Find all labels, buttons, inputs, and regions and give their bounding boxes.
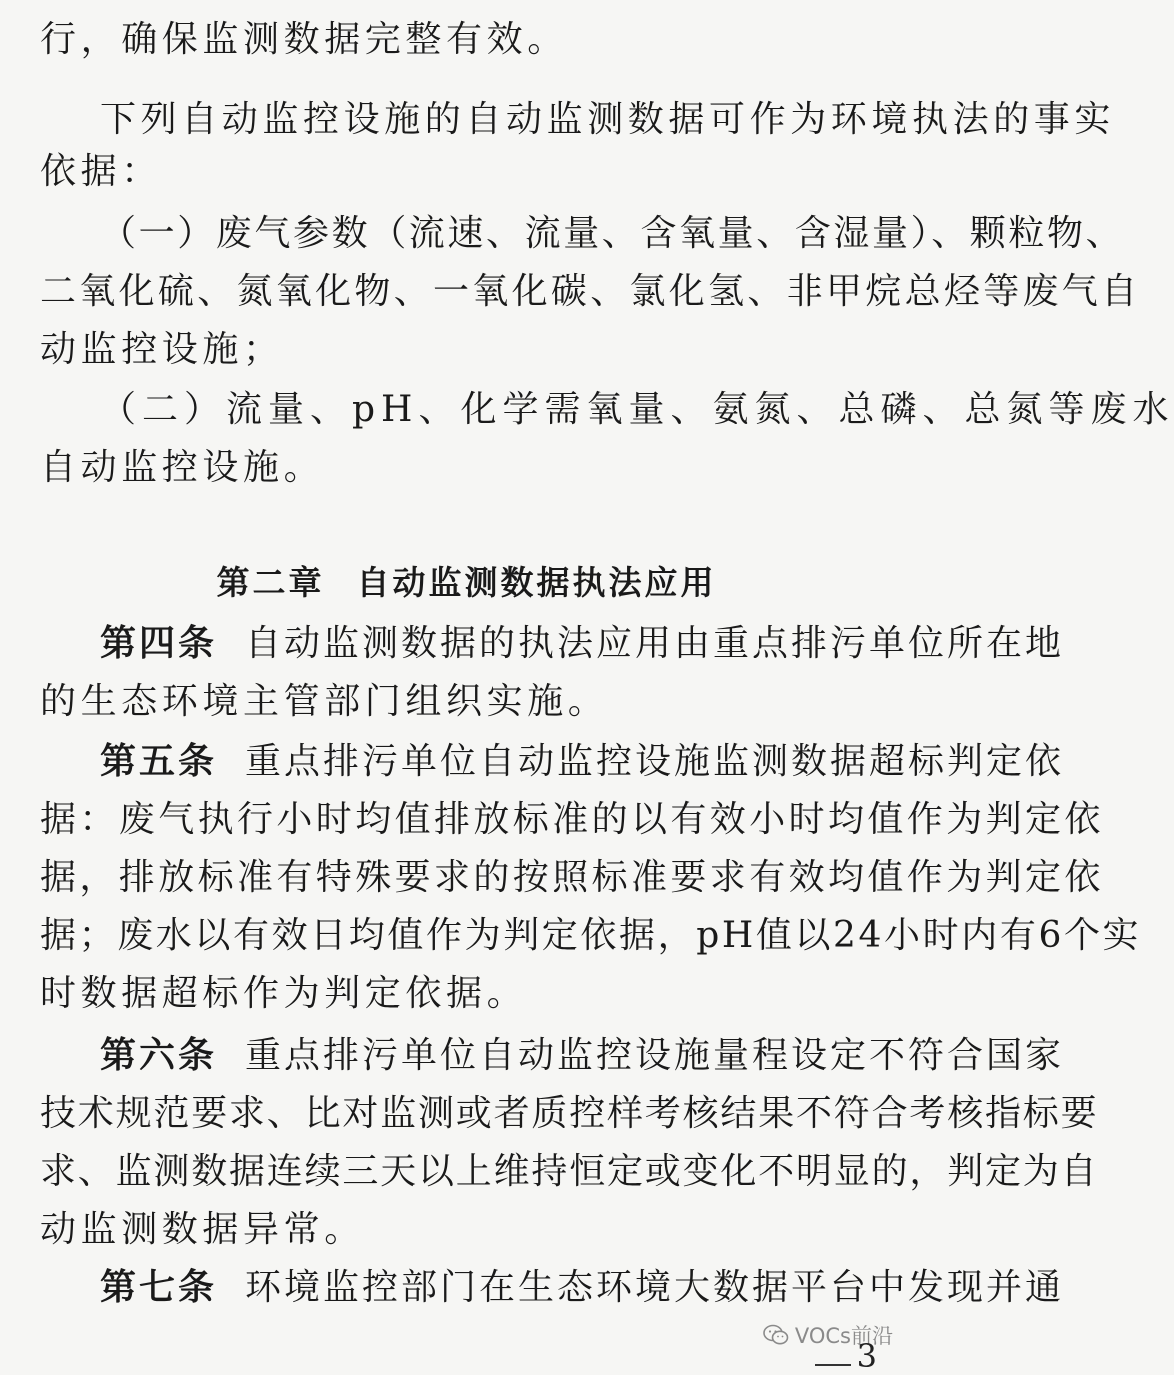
body-line: 自动监控设施。 (40, 447, 325, 488)
article-4-heading: 第四条 (100, 623, 218, 664)
wechat-icon (763, 1324, 789, 1346)
article-5-line: 据：废气执行小时均值排放标准的以有效小时均值作为判定依 (40, 799, 1104, 840)
article-5-line (100, 740, 1065, 784)
body-line: （二）流量、pH、化学需氧量、氨氮、总磷、总氮等废水 (100, 389, 1174, 430)
article-7-line (100, 1266, 1065, 1310)
article-4-text: 自动监测数据的执法应用由重点排污单位所在地 (245, 623, 1065, 664)
article-5-line: 时数据超标作为判定依据。 (40, 973, 528, 1014)
body-line: 二氧化硫、氮氧化物、一氧化碳、氯化氢、非甲烷总烃等废气自 (40, 271, 1141, 312)
article-5-line: 据，排放标准有特殊要求的按照标准要求有效均值作为判定依 (40, 857, 1104, 898)
body-line: 动监控设施； (40, 329, 284, 370)
article-5-line: 据；废水以有效日均值作为判定依据，pH值以24小时内有6个实 (40, 915, 1142, 956)
article-6-heading: 第六条 (100, 1035, 218, 1076)
body-line: 下列自动监控设施的自动监测数据可作为环境执法的事实 (100, 99, 1116, 140)
article-4-line (100, 622, 1065, 666)
chapter-title: 自动监测数据执法应用 (356, 563, 717, 602)
article-5-text: 重点排污单位自动监控设施监测数据超标判定依 (245, 741, 1065, 782)
article-7-heading: 第七条 (100, 1267, 218, 1308)
chapter-heading (0, 561, 933, 605)
article-6-line: 求、监测数据连续三天以上维持恒定或变化不明显的，判定为自 (40, 1151, 1099, 1192)
body-line: （一）废气参数（流速、流量、含氧量、含湿量）、颗粒物、 (100, 213, 1125, 254)
article-6-line: 技术规范要求、比对监测或者质控样考核结果不符合考核指标要 (40, 1093, 1099, 1134)
article-6-line: 动监测数据异常。 (40, 1209, 365, 1250)
article-5-heading: 第五条 (100, 741, 218, 782)
watermark-text: VOCs前沿 (794, 1324, 893, 1348)
chapter-number: 第二章 (216, 563, 325, 602)
page-number: 3 (856, 1337, 877, 1375)
article-6-line (100, 1034, 1065, 1078)
article-7-text: 环境监控部门在生态环境大数据平台中发现并通 (245, 1267, 1065, 1308)
body-line: 行，确保监测数据完整有效。 (40, 19, 568, 60)
body-line: 依据： (40, 151, 162, 192)
article-6-text: 重点排污单位自动监控设施量程设定不符合国家 (245, 1035, 1065, 1076)
article-4-line: 的生态环境主管部门组织实施。 (40, 681, 609, 722)
